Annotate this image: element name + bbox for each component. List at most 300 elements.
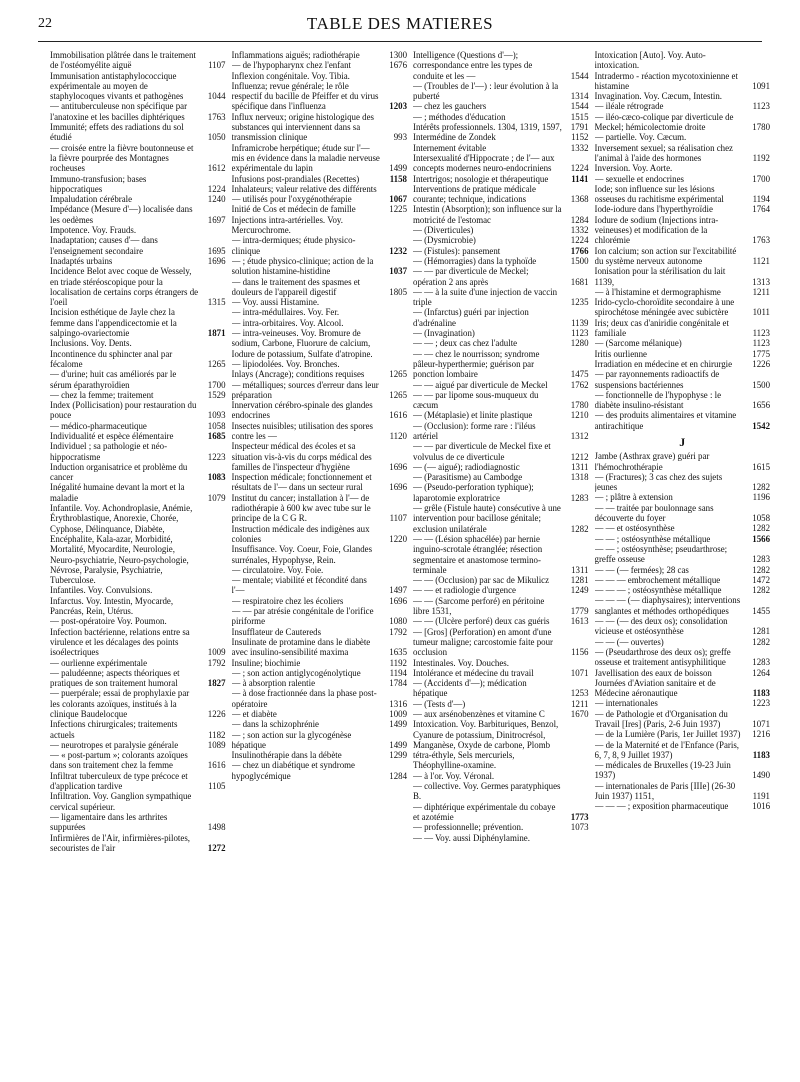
entry-text: — post-opératoire Voy. Poumon. [50,616,167,627]
index-entry [50,627,226,658]
entry-text: Inversement sexuel; sa réalisation chez l'animal à l'aide des hormones [594,142,733,163]
page-reference: 1196 [752,492,770,503]
entry-text: Javellisation des eaux de boisson [594,667,712,678]
entry-text: Immunisation antistaphylococcique expérimentale au moyen de staphylocoques vivants et pathogènes [50,70,184,102]
page-reference: 1080 [389,616,407,627]
page-reference: 1240 [207,194,226,205]
index-entry [413,204,589,225]
page-reference: 1314 [570,91,589,102]
index-entry [232,730,408,751]
index-entry [413,132,589,142]
entry-text: Intoxication [Auto]. Voy. Auto-intoxication. [594,50,706,71]
index-entry [50,194,226,204]
page-reference: 1123 [752,338,770,349]
index-entry [50,585,226,595]
page-reference: 1282 [752,585,770,596]
page-reference: 1282 [752,636,770,647]
index-entry [232,719,408,729]
entry-text: — — chez le nourrisson; syndrome pâleur-hyperthermie; guérison par ponction lombaire [413,348,540,380]
index-entry [413,421,589,442]
index-entry [50,307,226,338]
index-entry [50,462,226,483]
entry-text: — puerpérale; essai de prophylaxie par les colorants azoïques, institués à la clinique Baudelocque [50,688,190,719]
entry-text: Intoxication. Voy. Barbituriques, Benzol, Cyanure de potassium, Dinitrocrésol, Manganèse, Oxyde de carbone, Plomb tétra-éthyle, Sels mercuriels, Théophylline-oxamine. [413,719,559,771]
index-entry [232,184,408,205]
index-entry [413,266,589,287]
page-reference: 1226 [207,709,226,719]
index-entry [595,575,771,585]
page-reference: 1226 [752,358,770,369]
entry-text: Jambe (Asthrax grave) guéri par l'hémochrothérapie [594,451,710,472]
page-reference: 1211 [571,698,589,709]
index-entry [50,266,226,307]
page-reference: 1192 [752,152,770,163]
index-entry [595,318,771,339]
page-reference: 1011 [752,307,770,318]
index-entry [50,431,226,441]
entry-text: — chez la femme; traitement [50,389,154,400]
entry-text: Insuffisance. Voy. Coeur, Foie, Glandes surrénales, Hypophyse, Rein. [231,544,373,565]
page-reference: 1282 [570,523,589,534]
page-reference: 1121 [752,255,770,266]
page-reference: 1071 [752,719,770,729]
entry-text: Injections intra-artérielles. Voy. Mercurochrome. [231,214,343,236]
entry-text: Induction organisatrice et problème du cancer [50,461,188,483]
entry-text: Incision esthétique de Jayle chez la femme dans l'appendicectomie et la salpingo-ovariectomie [50,307,177,339]
page-reference: 1284 [570,214,589,225]
entry-text: — internationales de Paris [IIIe] (26-30 Juin 1937) 1151, [594,780,736,802]
index-entry [595,410,771,431]
page-reference: 1779 [570,606,589,617]
entry-text: Infarctus. Voy. Intestin, Myocarde, Pancréas, Rein, Utérus. [50,595,174,617]
entry-text: Intersexualité d'Hippocrate ; de l'— aux concepts modernes neuro-endocriniens [413,152,555,174]
page-reference: 1766 [570,245,589,256]
index-entry [595,215,771,246]
entry-text: — de Pathologie et d'Organisation du Travail [Ires] (Paris, 2-6 Juin 1937) [594,708,728,729]
page-reference: 1120 [389,430,407,441]
entry-text: Journées d'Aviation sanitaire et de Médecine aéronautique [594,677,716,699]
page-reference: 1500 [752,379,770,390]
index-entry [413,719,589,770]
page-reference: 1499 [389,163,407,174]
index-entry [595,565,771,575]
page-reference: 1283 [752,554,770,565]
entry-text: — (Occlusion): forme rare : l'iléus artériel [413,420,536,441]
page-reference: 1871 [207,328,226,339]
index-entry [232,71,408,81]
entry-text: — à l'or. Voy. Véronal. [413,770,495,781]
index-entry [232,668,408,678]
page-reference: 1792 [389,626,407,637]
page-reference: 1805 [389,286,407,297]
page-reference: 1490 [752,770,770,781]
index-entry [232,678,408,688]
index-entry [413,441,589,462]
page-reference: 1283 [752,657,770,668]
page-reference: 1009 [389,709,407,719]
entry-text: — — — ; ostéosynthèse métallique [594,585,722,596]
index-entry [232,369,408,379]
page-reference: 1696 [389,595,407,606]
entry-text: Inlays (Ancrage); conditions requises [231,369,365,380]
index-entry [232,493,408,524]
entry-text: — ; méthodes d'éducation [413,111,506,122]
entry-text: Ionisation pour la stérilisation du lait 1139, [594,266,726,287]
index-entry [413,246,589,256]
entry-text: — ourlienne expérimentale [50,657,148,668]
page-reference: 993 [393,132,407,143]
page-reference: 1079 [207,492,226,503]
index-entry [413,678,589,699]
page-reference: 1073 [570,822,589,833]
entry-text: — dans le traitement des spasmes et douleurs de l'appareil digestif [231,276,361,297]
page-reference: 1368 [570,194,589,205]
index-entry [413,235,589,245]
index-entry [595,143,771,164]
index-entry [50,616,226,626]
index-entry [595,287,771,297]
index-entry [413,781,589,802]
page-reference: 1300 [389,50,407,60]
page-reference: 1212 [570,451,589,462]
entry-text: — respiratoire chez les écoliers [231,595,344,606]
index-entry [413,668,589,678]
index-entry [50,833,226,854]
entry-text: — de la Maternité et de l'Enfance (Paris, 6, 7, 8, 9 Juillet 1937) [594,739,740,760]
index-entry [50,719,226,740]
page-reference: 1264 [752,667,770,678]
page-reference: 1332 [570,225,589,236]
entry-text: — professionnelle; prévention. [413,822,524,833]
page-reference: 1089 [207,739,226,750]
index-entry [413,338,589,348]
index-entry [232,544,408,565]
index-entry [50,482,226,503]
page-reference: 1123 [571,328,589,339]
entry-text: — ; étude physico-clinique; action de la solution histamine-histidine [231,255,374,277]
index-entry [413,462,589,472]
entry-text: Intermédine de Zondek [413,132,496,143]
index-entry [232,235,408,256]
index-entry [413,307,589,328]
index-entry [413,153,589,174]
header-rule [38,41,762,42]
entry-text: — dans la schizophrénie [231,719,319,730]
entry-text: — à absorption ralentie [231,678,316,689]
page-reference: 1696 [207,255,226,266]
page-reference: 1685 [207,430,226,441]
page-reference: 1475 [570,369,589,380]
index-columns [50,50,770,1070]
entry-text: — — aigué par diverticule de Meckel [413,379,548,390]
index-entry [50,740,226,750]
index-entry [50,596,226,617]
page-reference: 1158 [389,173,407,184]
index-entry [413,101,589,111]
index-entry [232,596,408,606]
entry-text: Incidence Belot avec coque de Wessely, en triade stéréoscopique pour la localisation de certains corps étrangers de l'oeil [50,266,199,308]
index-entry [595,781,771,802]
page-reference: 1676 [389,60,407,71]
index-entry [595,668,771,678]
entry-text: Intestinales. Voy. Douches. [413,657,509,668]
entry-text: Inflammations aiguës; radiothérapie [231,50,360,60]
index-entry [413,503,589,534]
index-entry [595,338,771,348]
page-reference: 1792 [207,657,226,668]
page-reference: 1282 [752,564,770,575]
entry-text: — grêle (Fistule haute) consécutive à une intervention pour bacillose génitale; exclusion unilatérale [413,503,561,534]
page-header [38,14,762,36]
page-reference: 1312 [570,430,589,441]
page-reference: 1613 [570,616,589,627]
index-entry [595,595,771,616]
entry-text: Intolérance et médecine du travail [413,667,534,678]
index-entry [232,277,408,298]
index-entry [595,698,771,708]
entry-text: — partielle. Voy. Cæcum. [594,132,687,143]
page-reference: 1194 [752,194,770,205]
index-entry [413,833,589,843]
entry-text: — — — embrochement métallique [594,574,721,585]
page-reference: 1566 [752,533,770,544]
index-entry [413,349,589,380]
entry-text: — ; plâtre à extension [594,492,673,503]
page-reference: 1763 [207,111,226,122]
index-entry [413,380,589,390]
entry-text: Individualité et espèce élémentaire [50,430,174,441]
entry-text: — (Accidents d'—); médication hépatique [413,678,527,699]
page-reference: 1139 [571,317,589,328]
index-entry [50,812,226,833]
index-entry [413,328,589,338]
page-reference: 1009 [207,647,226,658]
entry-text: Infirmières de l'Air, infirmières-pilotes, secouristes de l'air [50,832,190,853]
index-entry [413,616,589,626]
entry-text: Iritis ourlienne [594,348,647,359]
index-column-1 [50,50,226,1070]
entry-text: Infusions post-prandiales (Recettes) [231,173,360,184]
page-reference: 1249 [570,585,589,596]
page-reference: 1318 [570,472,589,483]
entry-text: — — par diverticule de Meckel fixe et volvulus de ce diverticule [413,441,551,462]
entry-text: Inversion. Voy. Aorte. [594,163,673,174]
entry-text: — (Métaplasie) et linite plastique [413,410,533,421]
index-entry [50,421,226,431]
page-reference: 1210 [570,410,589,421]
index-entry [232,81,408,112]
index-entry [50,101,226,122]
entry-text: Inflexion congénitale. Voy. Tibia. [231,70,350,81]
page-reference: 1472 [752,574,770,585]
index-entry [50,688,226,719]
entry-text: Immunité; effets des radiations du sol étudié [50,122,184,143]
entry-text: Impaludation cérébrale [50,194,133,205]
entry-text: — chez un diabétique et syndrome hypoglycémique [231,760,355,781]
index-entry [232,359,408,369]
entry-text: Inspecteur médical des écoles et sa situation vis-à-vis du corps médical des familles de l'inspecteur d'hygiène [231,441,372,472]
index-entry [595,709,771,730]
entry-text: — à dose fractionnée dans la phase post-opératoire [231,688,377,709]
index-entry [595,585,771,595]
page-reference: 1780 [752,122,770,133]
entry-text: Individuel ; sa pathologie et néo-hippocratisme [50,441,168,462]
entry-text: Invagination. Voy. Cæcum, Intestin. [594,91,723,102]
entry-text: — (Hémorragies) dans la typhoïde [413,255,537,266]
index-entry [595,492,771,502]
index-entry [232,575,408,596]
entry-text: Insuline; biochimie [231,657,301,668]
entry-text: — — ; deux cas chez l'adulte [413,338,518,349]
entry-text: — — (Occlusion) par sac de Mikulicz [413,575,550,586]
entry-text: Instruction médicale des indigènes aux colonies [231,523,370,544]
entry-text: — — (— des deux os); consolidation vicieuse et ostéosynthèse [594,616,728,637]
index-entry [595,390,771,411]
index-entry [413,174,589,184]
entry-text: Ion calcium; son action sur l'excitabilité du système nerveux autonome [594,245,737,266]
index-entry [50,349,226,370]
page-reference: 1191 [752,791,770,802]
entry-text: — intra-veineuses. Voy. Bromure de sodium, Carbone, Fluorure de calcium, Iodure de potassium, Sulfate d'atropine. [231,328,373,359]
entry-text: Irido-cyclo-choroïdite secondaire à une spirochétose méningée avec subictère [594,297,735,318]
entry-text: Impotence. Voy. Frauds. [50,225,137,236]
entry-text: — (Pseudarthrose des deux os); greffe osseuse et traitement antisyphilitique [594,646,731,668]
page-reference: 1272 [207,842,226,853]
index-entry [50,791,226,812]
entry-text: Infantile. Voy. Achondroplasie, Anémie, Érythroblastique, Anorexie, Chorée, Cyphose, Délinquance, Diabète, Encéphalite, Kala-azar, Morbidité, Mortalité, Myocardite, Neurologie, Neuro-psychiatrie, Neuro-psychologie, Névrose, Paralysie, Psychiatrie, Tuberculose. [50,503,193,586]
entry-text: Index (Pollicisation) pour restauration du pouce [50,400,197,421]
page-reference: 1265 [389,389,407,400]
entry-text: — diphtérique expérimentale du cobaye et azotémie [413,801,556,822]
index-entry [232,400,408,421]
index-entry [413,627,589,658]
entry-text: — internationales [594,698,658,709]
entry-text: — (Invagination) [413,328,475,339]
page-reference: 1105 [208,781,226,792]
page-reference: 1265 [389,369,407,380]
index-entry [595,266,771,287]
page-reference: 1156 [571,647,589,658]
entry-text: — — (Lésion sphacélée) par hernie inguino-scrotale étranglée; résection segmentaire et anastomose termino-terminale [413,533,543,575]
entry-text: Insufflateur de Cautereds [231,626,322,637]
page-reference: 1183 [752,688,770,699]
entry-text: — neurotropes et paralysie générale [50,739,179,750]
entry-text: Insectes nuisibles; utilisation des spores contre les — [231,420,373,441]
entry-text: — mentale; viabilité et fécondité dans l'— [231,575,367,596]
entry-text: — — par lipome sous-muqueux du cæcum [413,389,539,411]
index-entry [50,50,226,71]
entry-text: — — et ostéosynthèse [594,523,675,534]
index-entry [413,699,589,709]
entry-text: Iris; deux cas d'aniridie congénitale et familiale [594,317,729,339]
entry-text: — — — ; exposition pharmaceutique [594,801,729,812]
index-entry [595,678,771,699]
page-title: TABLE DES MATIERES [306,14,494,33]
index-entry [50,668,226,689]
page-reference: 1515 [570,111,589,122]
page-reference: 1635 [389,647,407,658]
index-entry [595,246,771,267]
index-entry [50,174,226,195]
index-entry [50,225,226,235]
entry-text: — médico-pharmaceutique [50,420,147,431]
index-entry [595,204,771,214]
page-reference: 1067 [389,194,407,205]
page-reference: 1044 [207,91,226,102]
index-entry [595,91,771,101]
page-reference: 1225 [389,204,407,215]
index-entry [232,524,408,545]
index-entry [595,637,771,647]
page-reference: 1544 [570,101,589,112]
page-reference: 1299 [389,750,407,761]
entry-text: — (Fractures); 3 cas chez des sujets jeunes [594,471,723,493]
index-entry [413,256,589,266]
entry-text: — fonctionnelle de l'hypophyse : le diabète insulino-résistant [594,389,722,411]
entry-text: Infiltration. Voy. Ganglion sympathique cervical supérieur. [50,791,192,812]
entry-text: — ; son action antiglycogénolytique [231,667,361,678]
index-entry [232,627,408,637]
index-entry [595,503,771,524]
index-entry [50,122,226,143]
page-reference: 1284 [389,770,407,781]
index-entry [413,81,589,102]
entry-text: Inadaptés urbains [50,255,113,266]
page-reference: 1696 [389,461,407,472]
index-entry [50,369,226,390]
index-entry [413,802,589,823]
page-reference: 1123 [752,101,770,112]
page-reference: 1083 [207,472,226,483]
entry-text: — lipiodolées. Voy. Bronches. [231,358,340,369]
page-reference: 1616 [207,760,226,771]
index-column-3 [413,50,589,1070]
entry-text: Internement évitable [413,142,487,153]
page-reference: 1223 [752,698,770,709]
index-entry [595,297,771,318]
index-entry [50,400,226,421]
page-reference: 1223 [207,451,226,462]
page-reference: 1141 [571,173,589,184]
entry-text: — de l'hypopharynx chez l'enfant [231,60,352,71]
page-reference: 1203 [389,101,407,112]
entry-text: — à l'histamine et dermographisme [594,286,721,297]
entry-text: Inégalité humaine devant la mort et la maladie [50,482,185,503]
entry-text: — intra-orbitaires. Voy. Alcool. [231,317,344,328]
page-reference: 1183 [752,749,770,760]
entry-text: Influenza; revue générale; le rôle respectif du bacille de Pfeiffer et du virus spécifique dans l'influenza [231,80,379,112]
page-reference: 1123 [752,328,770,339]
index-entry [232,472,408,493]
page-reference: 1224 [570,235,589,246]
page-reference: 1791 [570,122,589,133]
page-reference: 1211 [752,286,770,297]
page-reference: 1499 [389,719,407,730]
entry-text: Inspection médicale; fonctionnement et résultats de l'— dans un secteur rural [231,472,372,493]
index-entry [413,482,589,503]
entry-text: — croisée entre la fièvre boutonneuse et la fièvre pourprée des Montagnes rocheuses [50,142,194,174]
entry-text: — intra-dermiques; étude physico-clinique [231,235,356,256]
entry-text: Inadaptation; causes d'— dans l'enseignement secondaire [50,235,158,256]
entry-text: Institut du cancer; installation à l'— de radiothérapie à 600 kw avec tube sur le principe de la C G R. [231,492,371,524]
entry-text: — sexuelle et endocrines [594,173,684,184]
page-reference: 1498 [207,822,226,833]
page-reference: 1235 [570,297,589,308]
page-reference: 1311 [571,564,589,575]
entry-text: — — (— ouvertes) [594,636,664,647]
entry-text: Iode; son influence sur les lésions osseuses du rachitisme expérimental [594,183,724,205]
entry-text: Intertrigos; nosologie et thérapeutique [413,173,549,184]
